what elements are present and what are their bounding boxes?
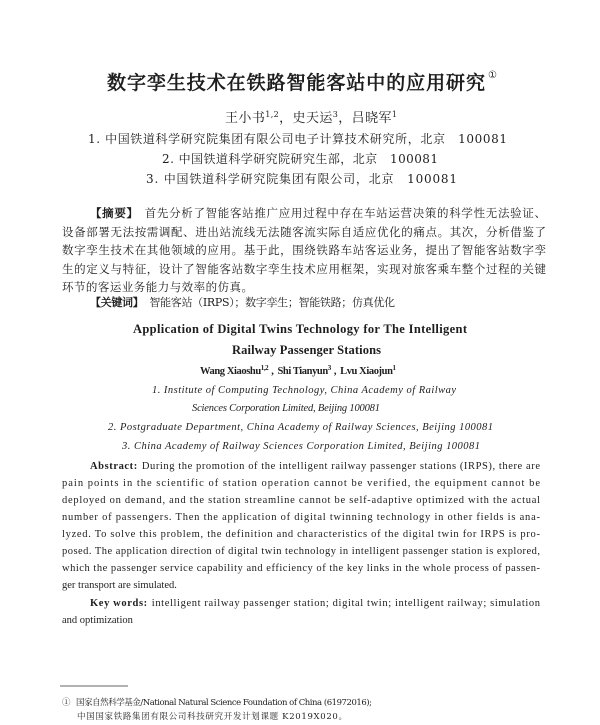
affiliation-zh: 3. 中国铁道科学研究院集团有限公司，北京 100081 <box>146 172 457 186</box>
affiliation-en: 1. Institute of Computing Technology, China Academy of Railway <box>152 385 456 396</box>
affiliation-en: Sciences Corporation Limited, Beijing 100081 <box>192 403 380 414</box>
footnote-line: 中国国家铁路集团有限公司科技研究开发计划课题 K2019X020。 <box>77 712 347 722</box>
paper-title-en: Application of Digital Twins Technology for The Intelligent <box>133 322 467 336</box>
author-name-zh: 王小书 <box>225 111 265 126</box>
author-affil-sup: 1,2 <box>260 364 269 372</box>
affiliation-en: 3. China Academy of Railway Sciences Corporation Limited, Beijing 100081 <box>122 441 480 452</box>
affiliation-zh: 1. 中国铁道科学研究院集团有限公司电子计算技术研究所，北京 100081 <box>88 132 507 146</box>
abstract-zh-line: 环节的客运业务能力与效率的仿真。 <box>62 280 253 294</box>
keywords-en-label: Key words: <box>90 598 148 609</box>
author-affil-sup: 1,2 <box>265 110 279 119</box>
author-affil-sup: 3 <box>327 364 332 372</box>
abstract-zh-text: 首先分析了智能客站推广应用过程中存在车站运营决策的科学性无法验证、 <box>144 206 546 220</box>
footnote-line <box>62 697 372 708</box>
author-name-en: Shi Tianyun <box>277 366 329 377</box>
footnote-text: 国家自然科学基金/National Natural Science Foundation of China (61972016); <box>76 698 372 708</box>
abstract-en-line: which the passenger service capability and efficiency of the key links in the whole process of passen- <box>62 563 540 574</box>
paper-title-en: Railway Passenger Stations <box>232 343 381 357</box>
author-name-zh: 史天运 <box>292 111 333 126</box>
keywords-zh-label: 【关键词】 <box>90 296 144 309</box>
abstract-zh-line <box>90 206 546 220</box>
authors-en <box>200 364 397 377</box>
abstract-zh-label: 【摘要】 <box>90 206 139 220</box>
author-affil-sup: 1 <box>391 110 397 119</box>
keywords-en-text: intelligent railway passenger station; digital twin; intelligent railway; simulation <box>151 598 540 609</box>
keywords-zh-text: 智能客站（IRPS）；数字孪生；智能铁路；仿真优化 <box>149 296 395 309</box>
author-separator: ， <box>338 111 352 126</box>
keywords-zh <box>90 295 395 309</box>
affiliation-zh: 2. 中国铁道科学研究院研究生部，北京 100081 <box>162 152 438 166</box>
affiliation-en: 2. Postgraduate Department, China Academy of Railway Sciences, Beijing 100081 <box>108 422 494 433</box>
footnote-marker: ① <box>62 698 71 708</box>
author-separator: ， <box>279 111 293 126</box>
keywords-en-line: and optimization <box>62 615 133 626</box>
paper-title-zh: 数字孪生技术在铁路智能客站中的应用研究 <box>107 72 485 94</box>
abstract-en-line: posed. The application direction of digital twin technology in intelligent passenger station is explored, <box>62 546 540 557</box>
author-name-en: Wang Xiaoshu <box>200 366 262 377</box>
abstract-en-line: number of passengers. Then the application of digital twinning technology in other fields is ana- <box>62 512 540 523</box>
abstract-zh-line: 生的定义与特征，设计了智能客站数字孪生技术应用框架，实现对旅客乘车整个过程的关键 <box>62 262 546 276</box>
author-name-zh: 吕晓军 <box>351 111 392 126</box>
abstract-zh-line: 数字孪生技术在其他领域的应用。基于此，围绕铁路车站客运业务，提出了智能客站数字孪 <box>62 243 546 257</box>
abstract-zh-line: 设备部署无法按需调配、进出站流线无法随客流实际自适应优化的痛点。其次，分析借鉴了 <box>62 225 546 239</box>
abstract-en-line: deployed on demand, and the station streamline cannot be self-adaptive optimized with the actual <box>62 495 541 506</box>
author-separator: , <box>333 366 337 377</box>
abstract-en-line: pain points in the scientific of station operation cannot be verified, the equipment cannot be <box>62 478 540 489</box>
author-affil-sup: 1 <box>392 364 396 372</box>
abstract-en-line: lyzed. To solve this problem, the definition and characteristics of the digital twin for IRPS is pro- <box>62 529 541 540</box>
title-footnote-marker: ① <box>488 70 497 81</box>
abstract-en-label: Abstract: <box>90 461 138 472</box>
abstract-en-line <box>90 461 540 472</box>
abstract-en-line: ger transport are simulated. <box>62 580 177 591</box>
keywords-en-line <box>90 598 541 609</box>
abstract-en-text: During the promotion of the intelligent railway passenger stations (IRPS), there are <box>141 461 540 472</box>
author-affil-sup: 3 <box>332 110 338 119</box>
authors-zh <box>225 110 397 126</box>
author-separator: , <box>271 366 274 377</box>
author-name-en: Lvu Xiaojun <box>340 366 393 377</box>
